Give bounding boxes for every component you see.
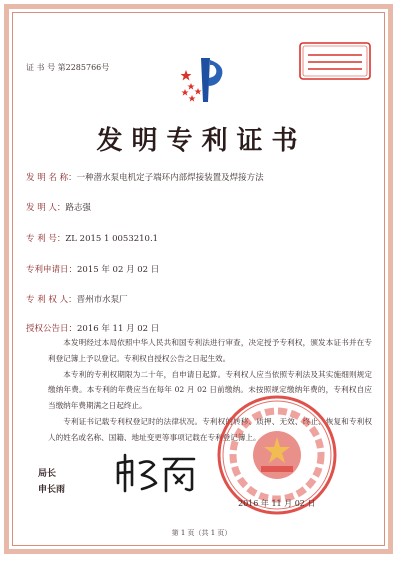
inventor-value: 路志强 xyxy=(65,203,91,213)
page-footer: 第 1 页（共 1 页） xyxy=(171,529,232,537)
filing-date-row xyxy=(26,263,159,275)
invention-name-value: 一种潜水泵电机定子端环内部焊接装置及焊接方法 xyxy=(76,173,264,183)
seal-date: 2016 年 11 月 02 日 xyxy=(238,499,316,508)
certificate-number: 证 书 号 第2285766号 xyxy=(26,63,110,72)
patent-holder-value: 晋州市水泵厂 xyxy=(76,295,128,305)
patent-holder-row xyxy=(26,293,128,305)
inventor-label: 发 明 人： xyxy=(26,203,66,213)
patent-office-emblem xyxy=(176,56,232,106)
invention-name-label: 发 明 名 称： xyxy=(26,173,77,183)
body-paragraph-1: 本发明经过本局依照中华人民共和国专利法进行审查，决定授予专利权，颁发本证书并在专利登记簿上予以登记。专利权自授权公告之日起生效。 xyxy=(48,338,372,363)
filing-date-label: 专利申请日： xyxy=(26,265,78,275)
filing-date-value: 2015 年 02 月 02 日 xyxy=(77,265,160,275)
grant-date-row xyxy=(26,322,159,334)
patent-number-row xyxy=(26,232,158,244)
patent-number-value: ZL 2015 1 0053210.1 xyxy=(65,234,159,244)
agency-stamp xyxy=(298,41,372,81)
grant-date-label: 授权公告日： xyxy=(26,324,78,334)
signer-role: 局长 xyxy=(38,469,57,479)
invention-name-row xyxy=(26,171,264,183)
patent-number-label: 专 利 号： xyxy=(26,234,66,244)
certificate-title: 发明专利证书 xyxy=(96,126,307,156)
body-paragraph-2: 本专利的专利权期限为二十年，自申请日起算。专利权人应当依照专利法及其实施细则规定缴纳年费。本专利的年费应当在每年 02 月 02 日前缴纳。未按照规定缴纳年费的，专利权自应当缴纳年费期满之日起终止。 xyxy=(48,369,372,411)
signer-name: 申长雨 xyxy=(38,485,66,495)
inventor-row xyxy=(26,201,91,213)
patent-holder-label: 专 利 权 人： xyxy=(26,295,77,305)
body-paragraph-3: 专利证书记载专利权登记时的法律状况。专利权的转移、质押、无效、终止、恢复和专利权人的姓名或名称、国籍、地址变更等事项记载在专利登记簿上。 xyxy=(48,416,372,442)
grant-date-value: 2016 年 11 月 02 日 xyxy=(77,324,160,334)
director-signature xyxy=(112,453,198,495)
